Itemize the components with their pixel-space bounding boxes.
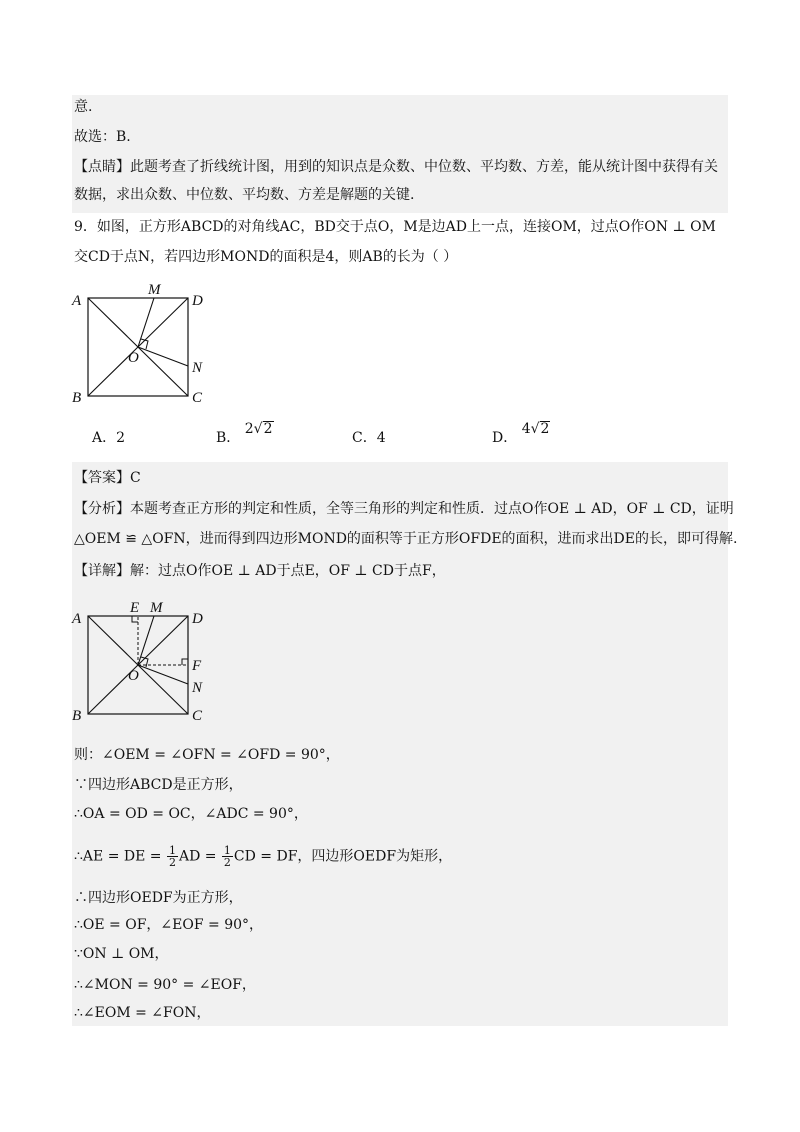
step-9: ∴∠EOM = ∠FON， bbox=[74, 1005, 211, 1021]
option-c bbox=[352, 428, 386, 448]
square-figure-2 bbox=[66, 596, 212, 728]
analysis-line-1: 【分析】本题考查正方形的判定和性质，全等三角形的判定和性质．过点O作OE ⊥ AD，OF ⊥ CD，证明 bbox=[74, 501, 734, 517]
step-4-prefix: ∴AE = DE = bbox=[74, 848, 166, 865]
label-B: B bbox=[72, 708, 82, 724]
label-E: E bbox=[130, 600, 140, 616]
square-figure-1 bbox=[66, 278, 216, 410]
option-a-letter: A． bbox=[92, 430, 117, 446]
text-line-yi: 意. bbox=[74, 99, 93, 115]
option-d-letter: D． bbox=[492, 430, 518, 446]
option-a-value: 2 bbox=[116, 430, 126, 446]
label-B: B bbox=[72, 390, 82, 406]
option-b bbox=[216, 421, 274, 448]
label-N: N bbox=[192, 680, 203, 696]
analysis-line-2: △OEM ≌ △OFN，进而得到四边形MOND的面积等于正方形OFDE的面积，进而求出DE的长，即可得解. bbox=[74, 531, 738, 547]
option-b-value: 2√2 bbox=[244, 421, 273, 437]
option-d bbox=[492, 421, 550, 448]
step-4-tail: CD = DF，四边形OEDF为矩形， bbox=[233, 848, 453, 865]
step-7: ∵ON ⊥ OM， bbox=[74, 946, 169, 962]
label-C: C bbox=[192, 390, 203, 406]
fraction-half-1: $\frac{1}{2}$ bbox=[168, 844, 176, 869]
label-O: O bbox=[128, 668, 139, 684]
step-4 bbox=[74, 845, 452, 868]
step-4-mid: AD = bbox=[178, 848, 221, 865]
label-M: M bbox=[150, 600, 163, 616]
option-c-value: 4 bbox=[376, 430, 386, 446]
step-1: 则：∠OEM = ∠OFN = ∠OFD = 90°， bbox=[74, 747, 340, 763]
step-8: ∴∠MON = 90° = ∠EOF， bbox=[74, 977, 256, 993]
text-line-choice: 故选：B. bbox=[74, 129, 131, 145]
label-N: N bbox=[192, 360, 203, 376]
option-c-letter: C． bbox=[352, 430, 377, 446]
step-3: ∴OA = OD = OC，∠ADC = 90°， bbox=[74, 806, 308, 822]
question-line-2: 交CD于点N，若四边形MOND的面积是4，则AB的长为（ ） bbox=[74, 249, 458, 265]
label-D: D bbox=[192, 611, 203, 627]
step-2: ∵四边形ABCD是正方形， bbox=[74, 777, 243, 793]
step-6: ∴OE = OF，∠EOF = 90°， bbox=[74, 917, 264, 933]
option-d-value: 4√2 bbox=[521, 421, 550, 437]
comment-line-1: 【点睛】此题考查了折线统计图，用到的知识点是众数、中位数、平均数、方差，能从统计图中获得有关 bbox=[74, 159, 718, 175]
label-F: F bbox=[192, 658, 202, 674]
option-a bbox=[92, 428, 125, 448]
label-M: M bbox=[148, 282, 161, 298]
label-C: C bbox=[192, 708, 203, 724]
label-A: A bbox=[72, 293, 82, 309]
label-O: O bbox=[128, 350, 139, 366]
comment-line-2: 数据，求出众数、中位数、平均数、方差是解题的关键. bbox=[74, 187, 415, 203]
step-5: ∴四边形OEDF为正方形， bbox=[74, 890, 243, 906]
answer-line: 【答案】C bbox=[74, 470, 141, 486]
detail-line: 【详解】解：过点O作OE ⊥ AD于点E，OF ⊥ CD于点F， bbox=[74, 563, 446, 579]
label-D: D bbox=[192, 293, 203, 309]
question-line-1: 9．如图，正方形ABCD的对角线AC，BD交于点O，M是边AD上一点，连接OM，过点O作ON ⊥ OM bbox=[74, 219, 716, 235]
fraction-half-2: $\frac{1}{2}$ bbox=[223, 844, 231, 869]
option-b-letter: B． bbox=[216, 430, 241, 446]
label-A: A bbox=[72, 611, 82, 627]
